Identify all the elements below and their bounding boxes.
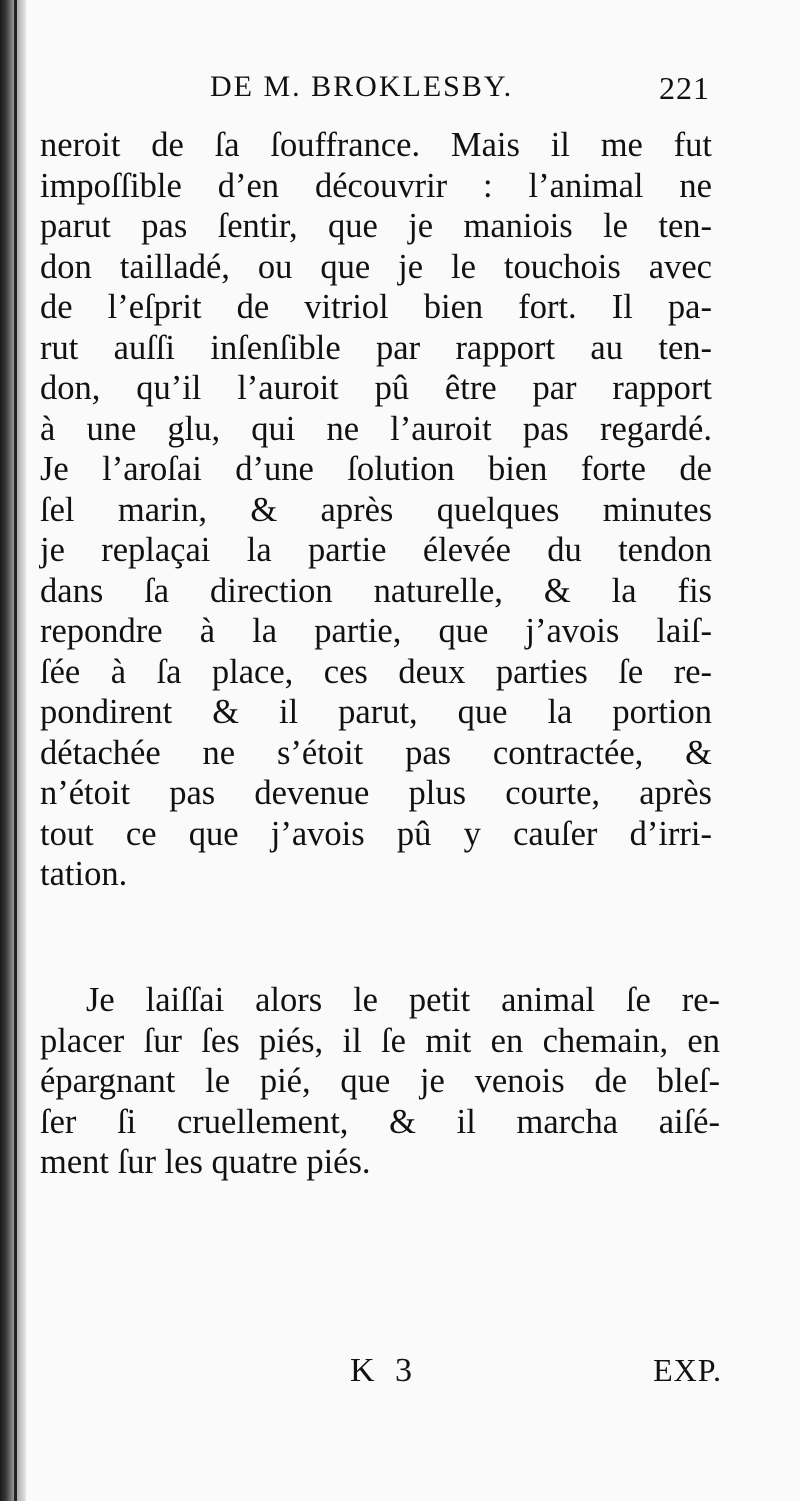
paragraph-1	[40, 125, 712, 895]
text-line: placer ſur ſes piés, il ſe mit en chemain, en	[40, 1021, 720, 1060]
page-header	[200, 70, 710, 110]
text-line: parut pas ſentir, que je maniois le ten-	[40, 207, 712, 245]
text-line: repondre à la partie, que j’avois laiſ-	[40, 612, 712, 650]
text-line: ſer ſi cruellement, & il marcha aiſé-	[40, 1102, 720, 1141]
running-head: DE M. BROKLESBY.	[210, 70, 514, 103]
text-line: ment ſur les quatre piés.	[40, 1143, 371, 1181]
text-line: don, qu’il l’auroit pû être par rapport	[40, 369, 712, 407]
text-line: épargnant le pié, que je venois de bleſ-	[40, 1062, 720, 1100]
paragraph-2	[40, 980, 720, 1183]
text-line: tation.	[40, 855, 128, 893]
text-line: pondirent & il parut, que la portion	[40, 693, 712, 731]
catchword: EXP.	[653, 1352, 722, 1388]
text-line: neroit de ſa ſouffrance. Mais il me fut	[40, 126, 712, 164]
text-line: tout ce que j’avois pû y cauſer d’irri-	[40, 814, 712, 853]
signature-mark: K 3	[350, 1352, 419, 1389]
text-line: impoſſible d’en découvrir : l’animal ne	[40, 166, 712, 205]
text-line: n’étoit pas devenue plus courte, après	[40, 774, 712, 812]
text-line: Je l’aroſai d’une ſolution bien forte de	[40, 450, 712, 488]
page-gutter-shadow	[0, 0, 26, 1501]
text-line: à une glu, qui ne l’auroit pas regardé.	[40, 409, 712, 448]
text-line: ſel marin, & après quelques minutes	[40, 490, 712, 529]
text-line: don tailladé, ou que je le touchois avec	[40, 247, 712, 286]
text-line: dans ſa direction naturelle, & la fis	[40, 571, 712, 610]
text-line: détachée ne s’étoit pas contractée, &	[40, 733, 712, 772]
text-line: de l’eſprit de vitriol bien fort. Il pa-	[40, 288, 712, 326]
page-gutter-edge	[14, 0, 17, 1501]
page-number: 221	[659, 70, 710, 106]
text-line: ſée à ſa place, ces deux parties ſe re-	[40, 652, 712, 691]
page-footer	[350, 1352, 722, 1392]
text-line: je replaçai la partie élevée du tendon	[40, 531, 712, 569]
text-line: Je laiſſai alors le petit animal ſe re-	[86, 981, 720, 1019]
text-line: rut auſſi inſenſible par rapport au ten-	[40, 328, 712, 367]
